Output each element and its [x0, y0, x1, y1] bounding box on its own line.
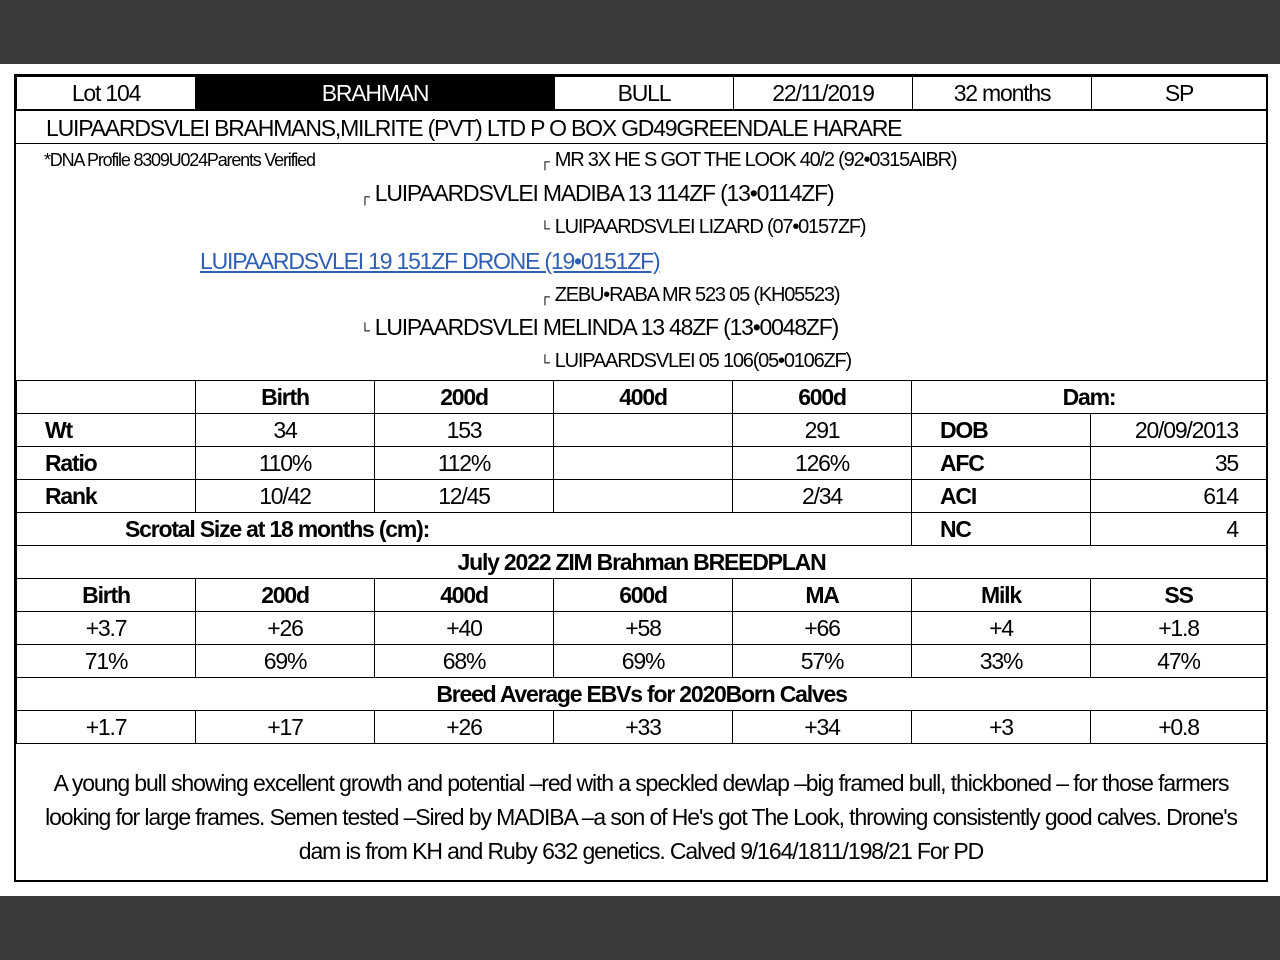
wt-200d: 153	[375, 414, 554, 447]
dam-aci-label: ACI	[912, 480, 1091, 513]
dam-dob-value: 20/09/2013	[1091, 414, 1267, 447]
sire-name: LUIPAARDSVLEI MADIBA 13 114ZF (13•0114ZF)	[374, 180, 834, 206]
breedplan-title-row	[17, 546, 1267, 579]
dam-sire-name: ZEBU•RABA MR 523 05 (KH05523)	[554, 284, 840, 306]
table-row	[17, 480, 1267, 513]
ratio-600d: 126%	[733, 447, 912, 480]
perf-header-200d: 200d	[375, 381, 554, 414]
animal-name-link[interactable]: LUIPAARDSVLEI 19 151ZF DRONE (19•0151ZF)	[200, 248, 660, 274]
avg-ss: +0.8	[1091, 711, 1267, 744]
dam-dob-label: DOB	[912, 414, 1091, 447]
perf-header-600d: 600d	[733, 381, 912, 414]
dam-afc-value: 35	[1091, 447, 1267, 480]
bottom-dark-band	[0, 896, 1280, 960]
accuracy-row	[17, 645, 1267, 678]
avg-milk: +3	[912, 711, 1091, 744]
wt-400d	[554, 414, 733, 447]
breedplan-header-row	[17, 579, 1267, 612]
ebv-row	[17, 612, 1267, 645]
sire-dam-name: LUIPAARDSVLEI LIZARD (07•0157ZF)	[554, 216, 866, 238]
acc-birth: 71%	[17, 645, 196, 678]
avg-ma: +34	[733, 711, 912, 744]
scrotal-size-label: Scrotal Size at 18 months (cm):	[17, 513, 912, 546]
ebv-200d: +26	[196, 612, 375, 645]
ebv-header-birth: Birth	[17, 579, 196, 612]
dna-profile: *DNA Profile 8309U024Parents Verified	[44, 150, 315, 170]
table-row	[17, 447, 1267, 480]
performance-table	[16, 380, 1267, 744]
ebv-header-ss: SS	[1091, 579, 1267, 612]
pedigree-sire-dam: └ LUIPAARDSVLEI LIZARD (07•0157ZF)	[540, 216, 866, 238]
scrotal-row	[17, 513, 1267, 546]
code-label: SP	[1092, 77, 1267, 110]
description-notes: A young bull showing excellent growth and potential –red with a speckled dewlap –big framed bull, thickboned – for those farmers looking for large frames. Semen tested –Sired by MADIBA –a son of He's got The Look, throwing consistently good calves. Drone's dam is from KH and Ruby 632 genetics. Calved 9/164/1811/198/21 For PD	[45, 770, 1237, 864]
ebv-ss: +1.8	[1091, 612, 1267, 645]
pedigree-dam-dam: └ LUIPAARDSVLEI 05 106(05•0106ZF)	[540, 350, 852, 372]
acc-milk: 33%	[912, 645, 1091, 678]
breed-label: BRAHMAN	[196, 77, 555, 110]
dam-nc-label: NC	[912, 513, 1091, 546]
owner-address: LUIPAARDSVLEI BRAHMANS,MILRITE (PVT) LTD P O BOX GD49GREENDALE HARARE	[16, 110, 1266, 144]
avg-400d: +26	[375, 711, 554, 744]
rank-200d: 12/45	[375, 480, 554, 513]
wt-600d: 291	[733, 414, 912, 447]
pedigree-dam: └ LUIPAARDSVLEI MELINDA 13 48ZF (13•0048ZF)	[360, 314, 839, 340]
acc-ss: 47%	[1091, 645, 1267, 678]
row-label-ratio: Ratio	[17, 447, 196, 480]
rank-400d	[554, 480, 733, 513]
avg-birth: +1.7	[17, 711, 196, 744]
ebv-400d: +40	[375, 612, 554, 645]
perf-header-birth: Birth	[196, 381, 375, 414]
breed-average-title-row	[17, 678, 1267, 711]
pedigree-block	[16, 144, 1266, 380]
acc-200d: 69%	[196, 645, 375, 678]
acc-600d: 69%	[554, 645, 733, 678]
avg-600d: +33	[554, 711, 733, 744]
perf-header-400d: 400d	[554, 381, 733, 414]
pedigree-dam-sire: ┌ ZEBU•RABA MR 523 05 (KH05523)	[540, 284, 840, 306]
dam-nc-value: 4	[1091, 513, 1267, 546]
lot-card	[14, 74, 1268, 882]
ratio-200d: 112%	[375, 447, 554, 480]
table-row	[17, 414, 1267, 447]
acc-ma: 57%	[733, 645, 912, 678]
ebv-header-milk: Milk	[912, 579, 1091, 612]
dam-aci-value: 614	[1091, 480, 1267, 513]
perf-header-blank	[17, 381, 196, 414]
dam-dam-name: LUIPAARDSVLEI 05 106(05•0106ZF)	[554, 350, 852, 372]
ebv-ma: +66	[733, 612, 912, 645]
row-label-wt: Wt	[17, 414, 196, 447]
ebv-birth: +3.7	[17, 612, 196, 645]
age-label: 32 months	[913, 77, 1092, 110]
ratio-birth: 110%	[196, 447, 375, 480]
dam-header: Dam:	[912, 381, 1267, 414]
ebv-header-200d: 200d	[196, 579, 375, 612]
acc-400d: 68%	[375, 645, 554, 678]
pedigree-sire: ┌ LUIPAARDSVLEI MADIBA 13 114ZF (13•0114ZF)	[360, 180, 834, 206]
dam-name: LUIPAARDSVLEI MELINDA 13 48ZF (13•0048ZF)	[374, 314, 839, 340]
birth-date: 22/11/2019	[734, 77, 913, 110]
performance-header-row	[17, 381, 1267, 414]
rank-birth: 10/42	[196, 480, 375, 513]
ebv-600d: +58	[554, 612, 733, 645]
sex-label: BULL	[555, 77, 734, 110]
pedigree-sire-sire: ┌ MR 3X HE S GOT THE LOOK 40/2 (92•0315AIBR)	[540, 149, 957, 171]
dam-afc-label: AFC	[912, 447, 1091, 480]
breed-average-title: Breed Average EBVs for 2020Born Calves	[17, 678, 1267, 711]
ratio-400d	[554, 447, 733, 480]
ebv-header-ma: MA	[733, 579, 912, 612]
lot-header-row	[16, 76, 1267, 110]
breed-average-row	[17, 711, 1267, 744]
sire-sire-name: MR 3X HE S GOT THE LOOK 40/2 (92•0315AIBR)	[554, 149, 957, 171]
ebv-header-400d: 400d	[375, 579, 554, 612]
row-label-rank: Rank	[17, 480, 196, 513]
rank-600d: 2/34	[733, 480, 912, 513]
top-dark-band	[0, 0, 1280, 64]
ebv-header-600d: 600d	[554, 579, 733, 612]
lot-number: Lot 104	[17, 77, 196, 110]
avg-200d: +17	[196, 711, 375, 744]
wt-birth: 34	[196, 414, 375, 447]
ebv-milk: +4	[912, 612, 1091, 645]
breedplan-title: July 2022 ZIM Brahman BREEDPLAN	[17, 546, 1267, 579]
